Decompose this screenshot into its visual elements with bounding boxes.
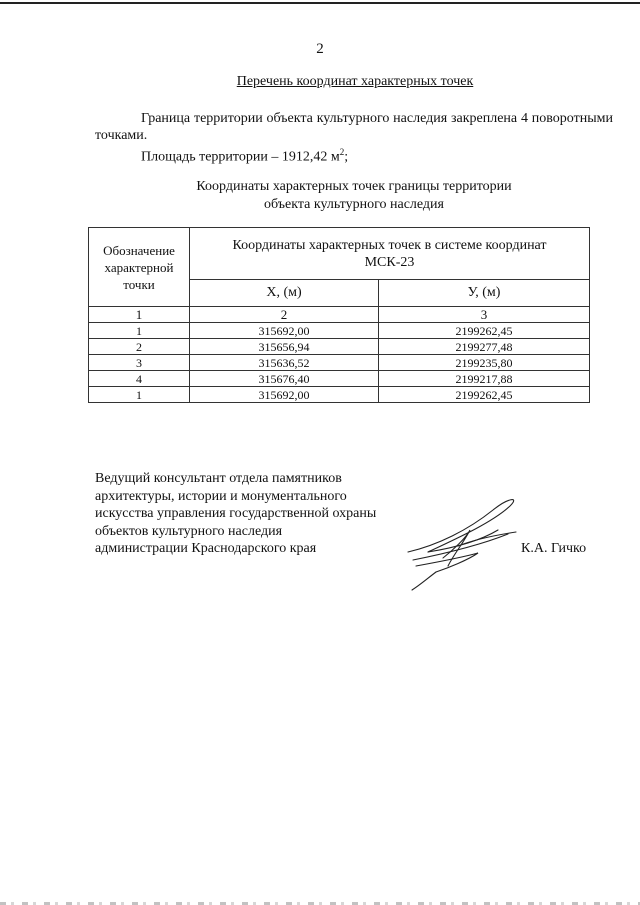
column-number-row [89,307,590,323]
y-cell: 2199262,45 [379,323,590,339]
header-point-designation: Обозначение характерной точки [89,228,190,307]
table-row [89,323,590,339]
table-row [89,339,590,355]
table-caption-line-2: объекта культурного наследия [264,197,444,212]
y-cell: 2199217,88 [379,371,590,387]
point-cell: 4 [89,371,190,387]
x-cell: 315656,94 [190,339,379,355]
page-number: 2 [316,41,324,57]
handwritten-signature [398,490,528,595]
y-cell: 2199235,80 [379,355,590,371]
x-cell: 315676,40 [190,371,379,387]
document-heading: Перечень координат характерных точек [236,74,474,89]
signatory-position [95,470,435,558]
x-cell: 315636,52 [190,355,379,371]
point-cell: 1 [89,323,190,339]
x-cell: 315692,00 [190,387,379,403]
signatory-name: К.А. Гичко [521,541,587,556]
position-line: объектов культурного наследия [95,523,283,539]
position-line: Ведущий консультант отдела памятников [95,471,342,486]
header-y: У, (м) [379,280,590,307]
y-cell: 2199277,48 [379,339,590,355]
table-row [89,355,590,371]
point-cell: 1 [89,387,190,403]
point-cell: 2 [89,339,190,355]
point-cell: 3 [89,355,190,371]
coordinates-table [88,227,590,403]
table-row [89,387,590,403]
position-line: администрации Краснодарского края [95,541,317,556]
area-text: Площадь территории – 1912,42 м [141,149,340,165]
x-cell: 315692,00 [190,323,379,339]
position-line: искусства управления государственной охраны [95,506,377,521]
table-row [89,371,590,387]
area-superscript: 2 [339,147,345,157]
table-caption [95,178,613,214]
y-cell: 2199262,45 [379,387,590,403]
boundary-paragraph: Граница территории объекта культурного наследия закреплена 4 поворотными точками. [95,111,613,143]
header-x: Х, (м) [190,280,379,307]
column-number: 3 [379,307,590,323]
position-line: архитектуры, истории и монументального [95,488,347,504]
column-number: 1 [89,307,190,323]
column-number: 2 [190,307,379,323]
table-caption-line-1: Координаты характерных точек границы территории [196,179,512,194]
top-border-line [0,2,640,4]
area-suffix: ; [344,149,349,165]
area-paragraph [95,144,613,166]
header-coordinate-system: Координаты характерных точек в системе координат МСК-23 [190,228,590,280]
